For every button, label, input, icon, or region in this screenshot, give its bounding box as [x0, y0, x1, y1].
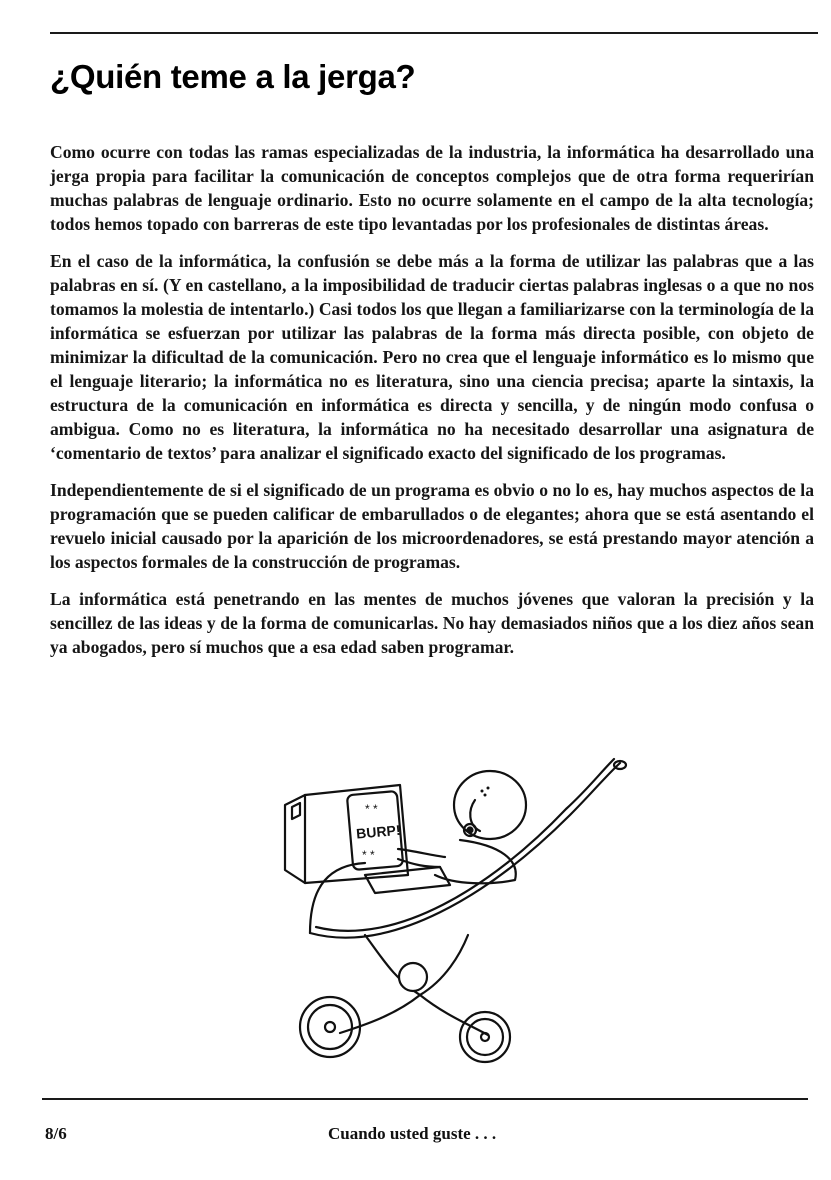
- baby-stroller-computer-illustration: [270, 755, 630, 1065]
- page-number: 8/6: [45, 1124, 67, 1143]
- burp-screen-text: BURP!: [355, 821, 402, 842]
- paragraph-4: La informática está penetrando en las mentes de muchos jóvenes que valoran la precisión y la sencillez de las ideas y de la forma de comunicarlas. No hay demasiados niños que a los diez años sean ya abogados, pero sí muchos que a esa edad saben programar.: [50, 589, 814, 657]
- paragraph-3: Independientemente de si el significado de un programa es obvio o no lo es, hay muchos aspectos de la programación que se pueden calificar de embarullados o de elegantes; ahora que se está asentando el revuelo inicial causado por la aparición de los microordenadores, se está prestando mayor atención a los aspectos formales de la construcción de programas.: [50, 480, 814, 572]
- page-title: ¿Quién teme a la jerga?: [50, 58, 416, 95]
- top-rule: [50, 32, 818, 34]
- running-title: Cuando usted guste . . .: [328, 1124, 497, 1143]
- paragraph-1: Como ocurre con todas las ramas especializadas de la industria, la informática ha desarrollado una jerga propia para facilitar la comunicación de conceptos complejos que de otra forma requerirían muchas palabras de lenguaje ordinario. Esto no ocurre solamente en el campo de la alta tecnología; todos hemos topado con barreras de este tipo levantadas por los profesionales de distintas áreas.: [50, 142, 814, 234]
- star-icon: * *: [365, 802, 378, 816]
- bottom-rule: [42, 1098, 808, 1100]
- star-icon: * *: [362, 848, 375, 862]
- paragraph-2: En el caso de la informática, la confusión se debe más a la forma de utilizar las palabras que a las palabras en sí. (Y en castellano, a la imposibilidad de traducir ciertas palabras inglesas o a que no nos tomamos la molestia de intentarlo.) Casi todos los que llegan a familiarizarse con la terminología de la informática se esfuerzan por utilizar las palabras de la forma más directa posible, con objeto de minimizar la dificultad de la comunicación. Pero no crea que el lenguaje informático es lo mismo que el lenguaje literario; la informática no es literatura, sino una ciencia precisa; aparte la sintaxis, la estructura de la comunicación en informática es directa y sencilla, y de ningún modo confusa o ambigua. Como no es literatura, la informática no ha necesitado desarrollar una asignatura de ‘comentario de textos’ para analizar el significado exacto del significado de los programas.: [50, 251, 814, 463]
- article-body: [50, 140, 814, 672]
